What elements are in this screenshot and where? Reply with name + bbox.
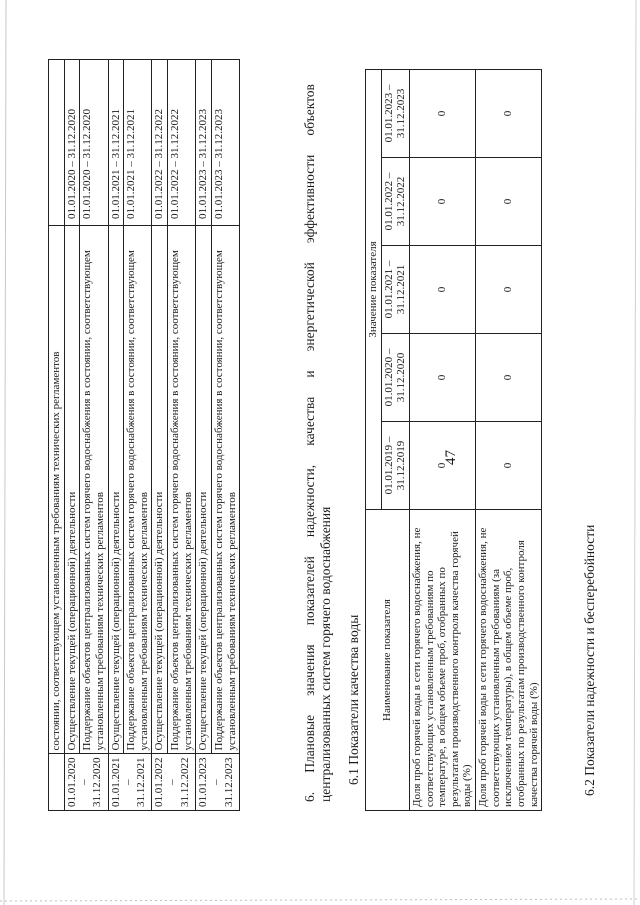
water-quality-table (365, 69, 542, 811)
activity-cell: Поддержание объектов централизованных систем горячего водоснабжения в состоянии, соответствующем установленным требованиям технических регламентов (124, 226, 152, 755)
table-row (196, 60, 212, 811)
heading-word: качества (302, 396, 317, 446)
period-cell: 01.01.2020 – 31.12.2020 (64, 754, 108, 811)
heading-word: объектов (302, 84, 317, 136)
heading-word: энергетической (302, 262, 317, 352)
heading-word: 6. (302, 791, 317, 802)
page-number: 47 (443, 450, 459, 465)
value-header-cell: Значение показателя (366, 70, 382, 510)
period-header-cell: 01.01.2019 – 31.12.2019 (381, 422, 409, 510)
period-header-cell: 01.01.2020 – 31.12.2020 (381, 334, 409, 422)
date-range-cell (49, 60, 65, 226)
table-row (212, 60, 240, 811)
name-header-cell: Наименование показателя (366, 510, 410, 811)
table-row (476, 70, 542, 811)
period-cell (49, 754, 65, 811)
date-range-cell: 01.01.2020 – 31.12.2020 (64, 60, 80, 226)
heading-word: эффективности (302, 154, 317, 244)
section-6-1-heading: 6.1 Показатели качества воды (346, 614, 361, 785)
value-cell: 0 (476, 246, 542, 334)
date-range-cell: 01.01.2020 – 31.12.2020 (80, 60, 108, 226)
activity-cell: Осуществление текущей (операционной) деятельности (196, 226, 212, 755)
period-header-cell: 01.01.2023 – 31.12.2023 (381, 70, 409, 158)
value-cell: 0 (476, 158, 542, 246)
activity-cell: Осуществление текущей (операционной) деятельности (152, 226, 168, 755)
heading-word: значения (302, 644, 317, 696)
table-row (409, 70, 475, 811)
date-range-cell: 01.01.2022 – 31.12.2022 (168, 60, 196, 226)
activity-table (48, 59, 240, 811)
table-row (80, 60, 108, 811)
table-row (168, 60, 196, 811)
heading-word: Плановые (302, 714, 317, 773)
period-cell: 01.01.2021 – 31.12.2021 (108, 754, 152, 811)
table-row (108, 60, 124, 811)
heading-word: показателей (302, 556, 317, 626)
activity-cell: Поддержание объектов централизованных систем горячего водоснабжения в состоянии, соответствующем установленным требованиям технических регламентов (80, 226, 108, 755)
period-header-cell: 01.01.2021 – 31.12.2021 (381, 246, 409, 334)
value-cell: 0 (409, 246, 475, 334)
value-cell: 0 (409, 422, 475, 510)
value-cell: 0 (476, 70, 542, 158)
heading-word: надежности, (302, 464, 317, 538)
date-range-cell: 01.01.2021 – 31.12.2021 (124, 60, 152, 226)
table-row (49, 60, 65, 811)
section-6-2-heading: 6.2 Показатели надежности и бесперебойности (582, 524, 597, 796)
table-row (64, 60, 80, 811)
date-range-cell: 01.01.2023 – 31.12.2023 (196, 60, 212, 226)
value-cell: 0 (409, 70, 475, 158)
activity-cell: состоянии, соответствующем установленным требованиям технических регламентов (49, 226, 65, 755)
table-row (124, 60, 152, 811)
value-cell: 0 (476, 422, 542, 510)
table-row (152, 60, 168, 811)
date-range-cell: 01.01.2022 – 31.12.2022 (152, 60, 168, 226)
activity-cell: Поддержание объектов централизованных систем горячего водоснабжения в состоянии, соответствующем установленным требованиям технических регламентов (212, 226, 240, 755)
activity-cell: Осуществление текущей (операционной) деятельности (108, 226, 124, 755)
value-cell: 0 (476, 334, 542, 422)
indicator-name-cell: Доля проб горячей воды в сети горячего водоснабжения, не соответствующих установленным требованиям (за исключением температуры), в общем объеме проб, отобранных по результатам производственного контроля качества горячей воды (%) (476, 510, 542, 811)
date-range-cell: 01.01.2023 – 31.12.2023 (212, 60, 240, 226)
activity-cell: Осуществление текущей (операционной) деятельности (64, 226, 80, 755)
indicator-name-cell: Доля проб горячей воды в сети горячего водоснабжения, не соответствующих установленным требованиям по температуре, в общем объеме проб, отобранных по результатам производственного контроля качества горячей воды (%) (409, 510, 475, 811)
activity-cell: Поддержание объектов централизованных систем горячего водоснабжения в состоянии, соответствующем установленным требованиям технических регламентов (168, 226, 196, 755)
section-6-heading-line2: централизованных систем горячего водоснабжения (318, 506, 334, 802)
section-6-heading-line1 (302, 82, 318, 802)
period-cell: 01.01.2023 – 31.12.2023 (196, 754, 240, 811)
period-cell: 01.01.2022 – 31.12.2022 (152, 754, 196, 811)
header-row (366, 70, 382, 811)
date-range-cell: 01.01.2021 – 31.12.2021 (108, 60, 124, 226)
value-cell: 0 (409, 334, 475, 422)
period-header-cell: 01.01.2022 – 31.12.2022 (381, 158, 409, 246)
heading-word: и (302, 370, 317, 378)
value-cell: 0 (409, 158, 475, 246)
section-6-heading (302, 82, 334, 802)
